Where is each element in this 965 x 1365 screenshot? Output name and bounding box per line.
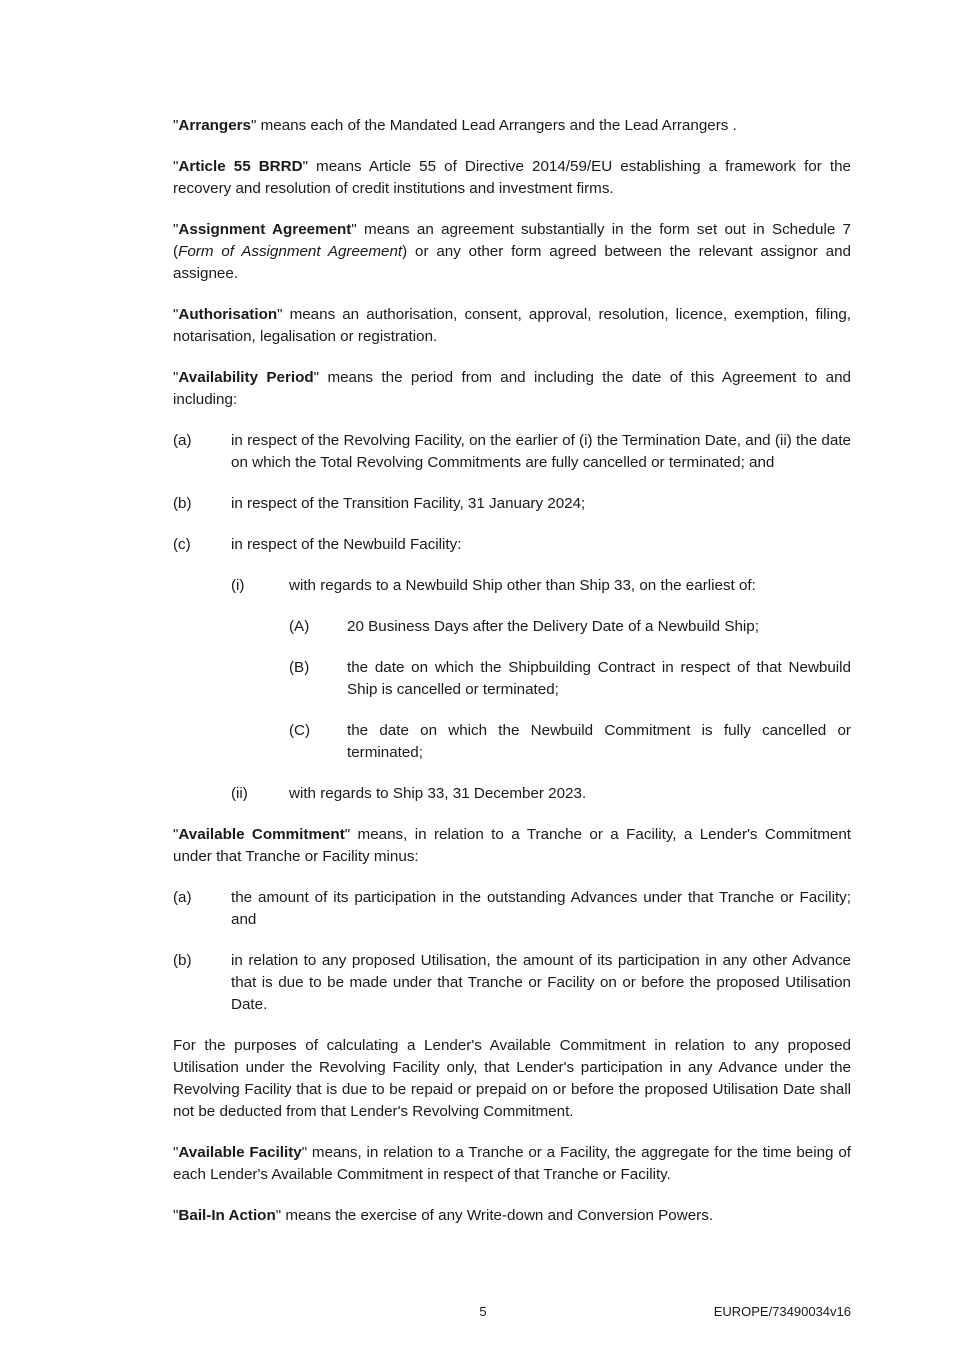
list-item: (A) 20 Business Days after the Delivery Date of a Newbuild Ship; (289, 618, 759, 635)
definition-available-facility: "Available Facility" means, in relation to a Tranche or a Facility, the aggregate for the time being of each Lender's Available Commitment in respect of that Tranche or Facility. (173, 1144, 851, 1183)
definition-bail-in-action: "Bail-In Action" means the exercise of any Write-down and Conversion Powers. (173, 1207, 714, 1224)
document-page (173, 115, 851, 1246)
defined-term: Bail-In Action (178, 1207, 276, 1224)
schedule-title: Form of Assignment Agreement (178, 243, 403, 260)
definition-arrangers: "Arrangers" means each of the Mandated Lead Arrangers and the Lead Arrangers . (173, 117, 737, 134)
definition-article-55-brrd: "Article 55 BRRD" means Article 55 of Directive 2014/59/EU establishing a framework for the recovery and resolution of credit institutions and investment firms. (173, 158, 851, 197)
available-commitment-note: For the purposes of calculating a Lender's Available Commitment in relation to any proposed Utilisation under the Revolving Facility only, that Lender's participation in any Advance under the Revolving Facility that is due to be repaid or prepaid on or before the proposed Utilisation Date shall not be deducted from that Lender's Revolving Commitment. (173, 1037, 851, 1120)
defined-term: Authorisation (178, 306, 278, 323)
document-reference: EUROPE/73490034v16 (713, 1304, 851, 1319)
definition-availability-period: "Availability Period" means the period from and including the date of this Agreement to and including: (173, 369, 851, 408)
list-item: (c) in respect of the Newbuild Facility: (173, 536, 462, 553)
list-item: (C) the date on which the Newbuild Commitment is fully cancelled or terminated; (289, 722, 851, 761)
list-item: (a) in respect of the Revolving Facility, on the earlier of (i) the Termination Date, and (ii) the date on which the Total Revolving Commitments are fully cancelled or terminated; and (173, 432, 851, 471)
page-number: 5 (479, 1304, 487, 1319)
defined-term: Available Facility (178, 1144, 302, 1161)
defined-term: Article 55 BRRD (178, 158, 303, 175)
defined-term: Arrangers (178, 117, 251, 134)
list-item: (i) with regards to a Newbuild Ship other than Ship 33, on the earliest of: (231, 577, 756, 594)
defined-term: Available Commitment (178, 826, 345, 843)
definition-assignment-agreement: "Assignment Agreement" means an agreement substantially in the form set out in Schedule 7 (Form of Assignment Agreement) or any other form agreed between the relevant assignor and assignee. (173, 221, 851, 282)
defined-term: Assignment Agreement (178, 221, 352, 238)
list-item: (a) the amount of its participation in the outstanding Advances under that Tranche or Facility; and (173, 889, 851, 928)
list-item: (b) in respect of the Transition Facility, 31 January 2024; (173, 495, 586, 512)
list-item: (B) the date on which the Shipbuilding Contract in respect of that Newbuild Ship is cancelled or terminated; (289, 659, 851, 698)
list-item: (b) in relation to any proposed Utilisation, the amount of its participation in any other Advance that is due to be made under that Tranche or Facility on or before the proposed Utilisation Date. (173, 952, 851, 1013)
list-item: (ii) with regards to Ship 33, 31 December 2023. (231, 785, 587, 802)
definition-authorisation: "Authorisation" means an authorisation, consent, approval, resolution, licence, exemption, filing, notarisation, legalisation or registration. (173, 306, 851, 345)
definition-available-commitment: "Available Commitment" means, in relation to a Tranche or a Facility, a Lender's Commitment under that Tranche or Facility minus: (173, 826, 851, 865)
defined-term: Availability Period (178, 369, 314, 386)
